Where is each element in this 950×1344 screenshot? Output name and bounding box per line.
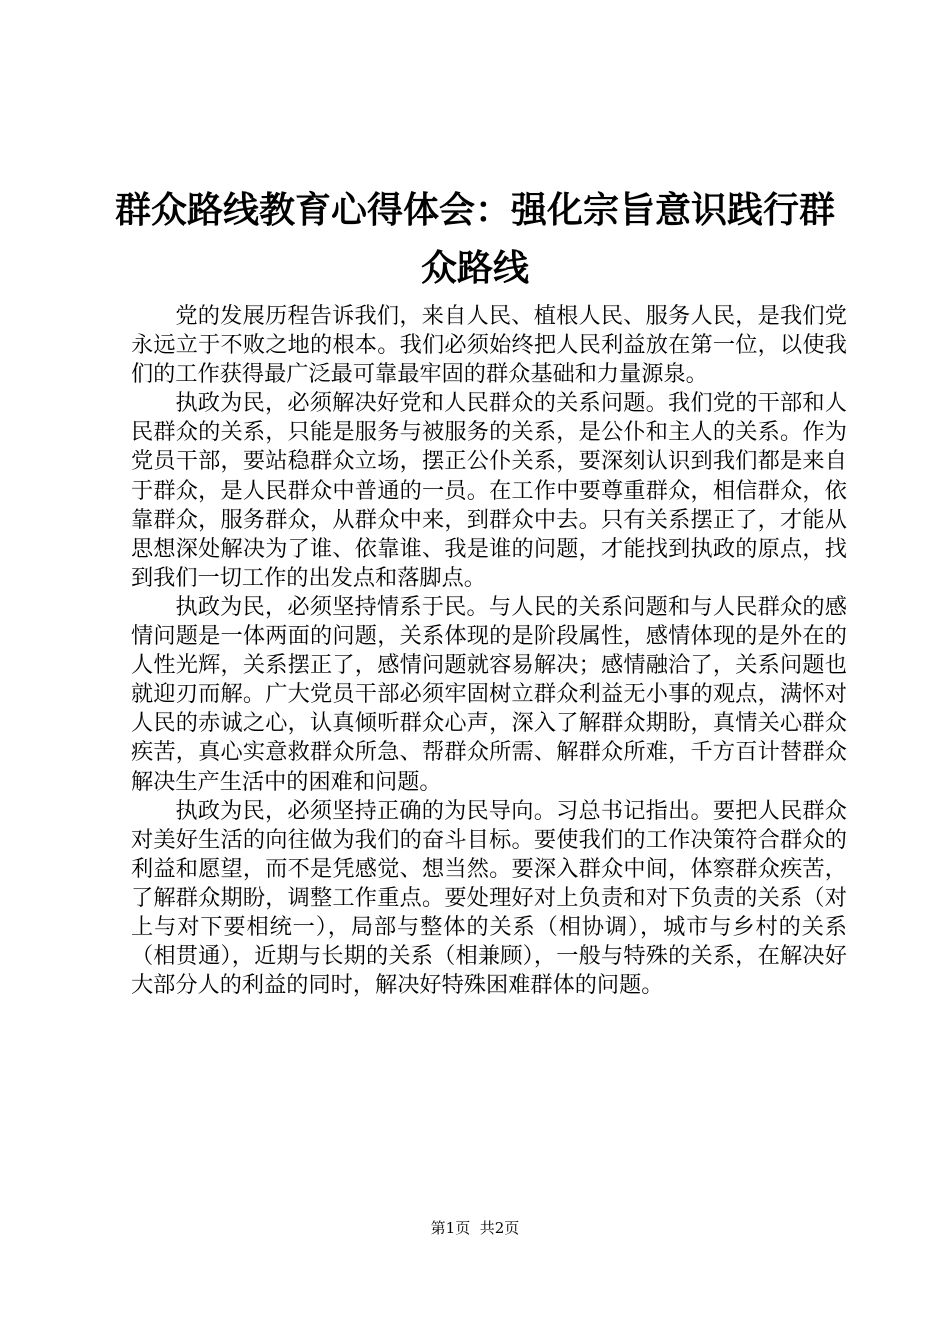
paragraph-2: 执政为民，必须解决好党和人民群众的关系问题。我们党的干部和人民群众的关系，只能是服务与被服务的关系，是公仆和主人的关系。作为党员干部，要站稳群众立场，摆正公仆关系，要深刻认识到我们都是来自于群众，是人民群众中普通的一员。在工作中要尊重群众，相信群众，依靠群众，服务群众，从群众中来，到群众中去。只有关系摆正了，才能从思想深处解决为了谁、依靠谁、我是谁的问题，才能找到执政的原点，找到我们一切工作的出发点和落脚点。 (131, 390, 847, 591)
page-footer (0, 1218, 950, 1238)
document-body (131, 302, 847, 1000)
page-total: 共2页 (479, 1219, 520, 1237)
paragraph-3: 执政为民，必须坚持情系于民。与人民的关系问题和与人民群众的感情问题是一体两面的问题，关系体现的是阶段属性，感情体现的是外在的人性光辉，关系摆正了，感情问题就容易解决；感情融洽了，关系问题也就迎刃而解。广大党员干部必须牢固树立群众利益无小事的观点，满怀对人民的赤诚之心，认真倾听群众心声，深入了解群众期盼，真情关心群众疾苦，真心实意救群众所急、帮群众所需、解群众所难，千方百计替群众解决生产生活中的困难和问题。 (131, 593, 847, 795)
document-title: 群众路线教育心得体会：强化宗旨意识践行群众路线 (114, 190, 835, 289)
page-number: 第1页 (430, 1219, 471, 1237)
paragraph-1: 党的发展历程告诉我们，来自人民、植根人民、服务人民，是我们党永远立于不败之地的根本。我们必须始终把人民利益放在第一位，以使我们的工作获得最广泛最可靠最牢固的群众基础和力量源泉。 (131, 303, 847, 388)
paragraph-4: 执政为民，必须坚持正确的为民导向。习总书记指出。要把人民群众对美好生活的向往做为我们的奋斗目标。要使我们的工作决策符合群众的利益和愿望，而不是凭感觉、想当然。要深入群众中间，体察群众疾苦，了解群众期盼，调整工作重点。要处理好对上负责和对下负责的关系（对上与对下要相统一），局部与整体的关系（相协调），城市与乡村的关系（相贯通），近期与长期的关系（相兼顾），一般与特殊的关系，在解决好大部分人的利益的同时，解决好特殊困难群体的问题。 (131, 797, 847, 999)
